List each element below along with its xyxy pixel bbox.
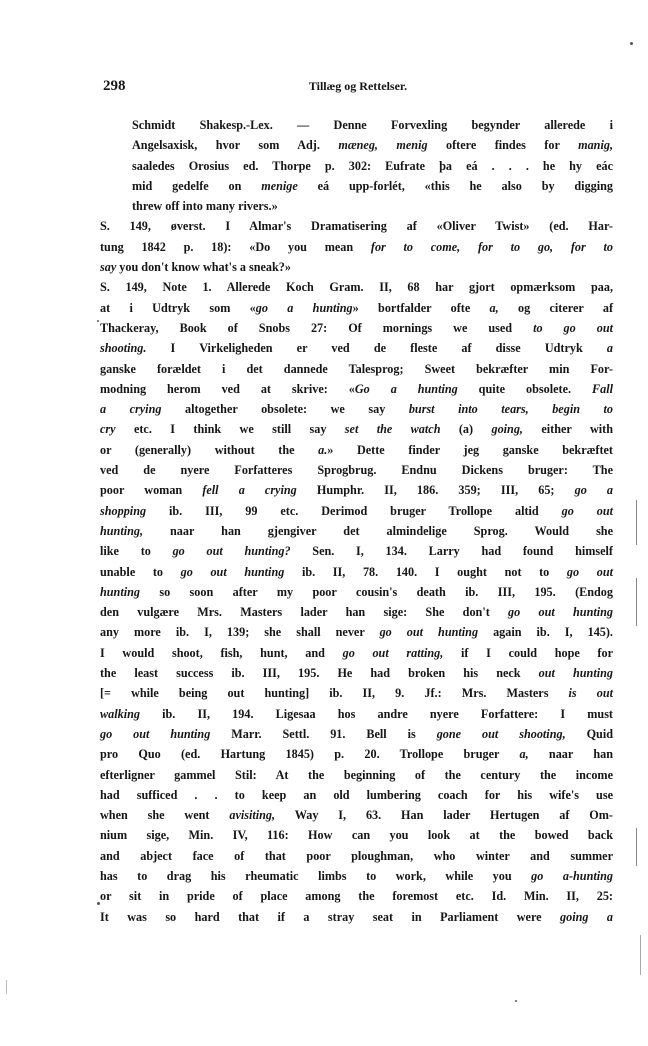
text-segment: Marr. Settl. 91. Bell is	[210, 726, 437, 741]
text-line	[100, 562, 613, 582]
text-line	[100, 907, 613, 927]
text-line	[100, 683, 613, 703]
text-line	[100, 886, 613, 906]
text-line	[100, 582, 613, 602]
italic-segment: out hunting	[538, 666, 613, 681]
scan-dot	[630, 42, 633, 45]
italic-segment: going,	[491, 422, 523, 437]
italic-segment: go out ratting,	[342, 645, 444, 660]
italic-segment: burst into tears, begin to	[408, 402, 613, 417]
italic-segment: mæneg, menig	[338, 138, 428, 153]
italic-segment: shopping	[100, 503, 147, 518]
text-segment: saaledes Orosius ed. Thorpe p. 302: Eufrate þa eá . . . he hy eác	[132, 158, 613, 173]
text-line	[100, 643, 613, 663]
margin-line	[636, 500, 637, 545]
italic-segment: go a-hunting	[531, 868, 613, 883]
text-segment: threw off into many rivers.»	[132, 199, 278, 214]
italic-segment: say	[100, 260, 117, 275]
running-head: Tillæg og Rettelser.	[308, 79, 408, 93]
text-line	[100, 744, 614, 764]
text-segment: nium sige, Min. IV, 116: How can you look at the bowed back	[100, 828, 613, 843]
text-segment: Thackeray, Book of Snobs 27: Of mornings we used	[100, 320, 534, 335]
text-segment: when she went	[100, 808, 230, 823]
text-segment: S. 149, Note 1. Allerede Koch Gram. II, 68 har gjort opmærksom paa,	[100, 280, 613, 295]
italic-segment: a crying	[100, 402, 162, 417]
text-segment: I Virkeligheden er ved de fleste af disse Udtryk	[146, 341, 607, 356]
italic-segment: go out hunting?	[172, 544, 291, 559]
text-line	[100, 724, 613, 744]
text-segment: again ib. I, 145).	[478, 625, 613, 640]
text-segment: Sen. I, 134. Larry had found himself	[290, 544, 613, 559]
text-line	[100, 846, 613, 866]
italic-segment: a,	[519, 747, 529, 762]
text-segment: (a)	[440, 422, 492, 437]
text-segment: modning herom ved at skrive: «	[100, 381, 355, 396]
text-segment: etc. I think we still say	[115, 422, 345, 437]
italic-segment: cry	[100, 422, 116, 437]
text-segment: ib. II, 78. 140. I ought not to	[284, 564, 567, 579]
text-line	[100, 663, 613, 683]
text-segment: any more ib. I, 139; she shall never	[100, 625, 380, 640]
text-segment: Schmidt Shakesp.-Lex. — Denne Forvexling begynder allerede i	[132, 118, 613, 132]
italic-segment: go out	[561, 503, 613, 518]
text-segment: had sufficed . . to keep an old lumbering coach for his wife's use	[100, 787, 613, 802]
text-line	[132, 196, 613, 216]
text-segment: poor woman	[100, 483, 203, 498]
text-segment: tung 1842 p. 18): «Do you mean	[100, 239, 371, 254]
italic-segment: go out hunting	[379, 625, 479, 640]
text-line	[100, 460, 613, 480]
text-segment: naar han gjengiver det almindelige Sprog. Would she	[143, 523, 613, 538]
text-line	[132, 176, 613, 196]
text-line	[100, 399, 613, 419]
text-segment: oftere findes for	[427, 138, 579, 153]
text-segment: pro Quo (ed. Hartung 1845) p. 20. Trollope bruger	[100, 747, 520, 762]
margin-line	[636, 828, 637, 866]
text-line	[100, 419, 613, 439]
text-line	[100, 298, 613, 318]
text-segment: Angelsaxisk, hvor som Adj.	[132, 138, 339, 153]
text-segment: ib. II, 194. Ligesaa hos andre nyere Forfattere: I must	[139, 706, 613, 721]
text-segment: at i Udtryk som «	[100, 300, 256, 315]
text-segment: ib. III, 99 etc. Derimod bruger Trollope altid	[146, 503, 562, 518]
italic-segment: avisiting,	[229, 808, 276, 823]
text-segment: or (generally) without the	[100, 442, 319, 457]
italic-segment: hunting,	[100, 523, 144, 538]
italic-segment: go out hunting	[508, 605, 613, 620]
italic-segment: is out	[568, 686, 613, 701]
text-segment: » bortfalder ofte	[352, 300, 490, 315]
page-number: 298	[103, 78, 126, 94]
text-segment: Humphr. II, 186. 359; III, 65;	[296, 483, 575, 498]
text-segment: It was so hard that if a stray seat in Parliament were	[100, 909, 561, 924]
text-segment: » Dette finder jeg ganske bekræftet	[327, 442, 613, 457]
italic-segment: go out hunting	[100, 726, 211, 741]
text-segment: eá upp-forlét, «this he also by digging	[297, 178, 614, 193]
text-line	[100, 338, 613, 358]
entry-s149-note1	[100, 277, 613, 927]
italic-segment: menige	[261, 178, 298, 193]
text-line	[100, 216, 613, 236]
text-line	[100, 257, 613, 277]
text-segment: either with	[522, 422, 613, 437]
text-segment: has to drag his rheumatic limbs to work, while you	[100, 868, 532, 883]
entry-s149-oliver-twist	[100, 216, 613, 277]
italic-segment: gone out shooting,	[436, 726, 566, 741]
text-line	[100, 765, 613, 785]
text-line	[100, 379, 613, 399]
italic-segment: go a	[574, 483, 614, 498]
text-segment: efterligner gammel Stil: At the beginning of the century the income	[100, 767, 613, 782]
scan-dot	[515, 1000, 517, 1002]
italic-segment: a,	[489, 300, 499, 315]
italic-segment: shooting.	[100, 341, 147, 356]
italic-segment: go out	[566, 564, 613, 579]
text-line	[100, 480, 614, 500]
page-body	[100, 115, 613, 927]
margin-line	[636, 578, 637, 626]
italic-segment: Go a hunting	[354, 381, 458, 396]
text-line	[100, 501, 613, 521]
scan-dot	[97, 320, 99, 322]
text-line	[100, 521, 613, 541]
margin-line	[640, 935, 641, 975]
text-segment: Quid	[565, 726, 613, 741]
text-segment: naar han	[528, 747, 614, 762]
text-line	[100, 622, 613, 642]
text-segment: you don't know what's a sneak?»	[116, 260, 291, 275]
entry-continuation	[100, 115, 613, 216]
text-line	[100, 318, 613, 338]
text-line	[100, 359, 613, 379]
italic-segment: go a hunting	[255, 300, 353, 315]
text-line	[100, 866, 613, 886]
italic-segment: for to come, for to go, for to	[370, 239, 613, 254]
text-line	[100, 237, 613, 257]
text-line	[100, 277, 613, 297]
text-line	[100, 805, 613, 825]
margin-line	[6, 980, 7, 994]
text-segment: unable to	[100, 564, 181, 579]
text-segment: if I could hope for	[443, 645, 613, 660]
text-segment: quite obsolete.	[457, 381, 592, 396]
text-segment: den vulgære Mrs. Masters lader han sige: She don't	[100, 605, 509, 620]
italic-segment: go out hunting	[180, 564, 285, 579]
text-line	[100, 785, 613, 805]
scan-dot	[97, 902, 100, 905]
italic-segment: a	[606, 341, 613, 356]
text-line	[100, 825, 613, 845]
text-segment: [= while being out hunting] ib. II, 9. Jf.: Mrs. Masters	[100, 686, 569, 701]
text-segment: ganske forældet i det dannede Talesprog; Sweet bekræfter min For-	[100, 361, 613, 376]
italic-segment: to go out	[533, 320, 613, 335]
text-segment: like to	[100, 544, 173, 559]
text-line	[100, 541, 613, 561]
text-segment: so soon after my poor cousin's death ib. III, 195. (Endog	[139, 584, 613, 599]
text-line	[132, 135, 613, 155]
text-segment: Way I, 63. Han lader Hertugen af Om-	[275, 808, 613, 823]
text-line	[100, 440, 613, 460]
text-segment: altogether obsolete: we say	[161, 402, 409, 417]
text-line	[100, 602, 613, 622]
text-segment: S. 149, øverst. I Almar's Dramatisering af «Oliver Twist» (ed. Har-	[100, 219, 613, 234]
text-segment: ved de nyere Forfatteres Sprogbrug. Endnu Dickens bruger: The	[100, 463, 613, 478]
text-segment: and abject face of that poor ploughman, who winter and summer	[100, 848, 613, 863]
text-line	[132, 156, 613, 176]
text-segment: og citerer af	[498, 300, 613, 315]
text-line	[100, 704, 613, 724]
italic-segment: walking	[100, 706, 140, 721]
text-segment: the least success ib. III, 195. He had broken his neck	[100, 666, 539, 681]
italic-segment: a.	[318, 442, 328, 457]
italic-segment: hunting	[100, 584, 140, 599]
text-segment: or sit in pride of place among the foremost etc. Id. Min. II, 25:	[100, 889, 613, 904]
page-header	[103, 78, 613, 98]
italic-segment: fell a crying	[202, 483, 297, 498]
text-segment: I would shoot, fish, hunt, and	[100, 645, 343, 660]
italic-segment: set the watch	[344, 422, 441, 437]
italic-segment: Fall	[592, 381, 613, 396]
text-segment: mid gedelfe on	[132, 178, 262, 193]
text-line	[132, 115, 613, 135]
italic-segment: going a	[560, 909, 613, 924]
italic-segment: manig,	[578, 138, 613, 153]
